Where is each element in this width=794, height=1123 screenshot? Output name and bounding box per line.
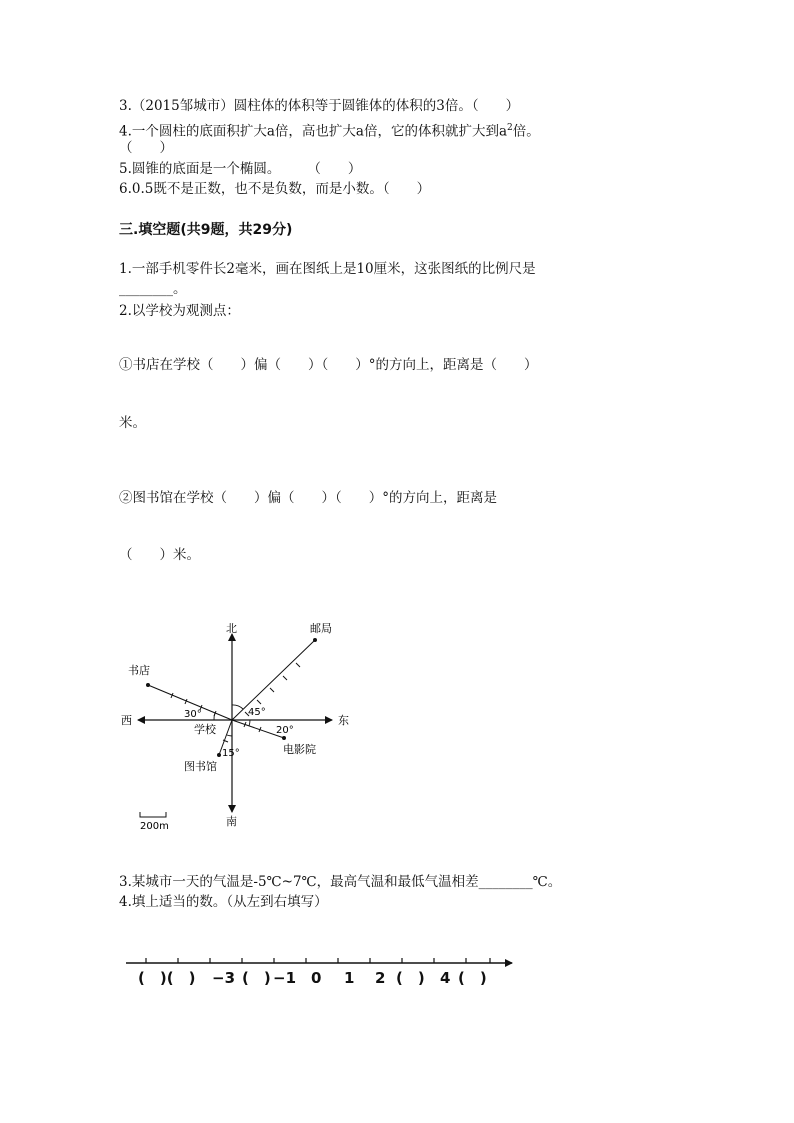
cinema-label: 电影院 — [283, 743, 316, 756]
number-line — [118, 950, 518, 992]
number-line-four: 4 — [440, 969, 451, 987]
number-line-one: 1 — [344, 969, 355, 987]
judge-q4-paren: （ ） — [119, 140, 173, 156]
center-label: 学校 — [194, 723, 216, 736]
fill-q1-line2: ________。 — [119, 281, 187, 297]
library-label: 图书馆 — [184, 760, 217, 773]
post-office-ray — [232, 640, 315, 720]
angle-post-label: 45° — [248, 707, 266, 718]
west-label: 西 — [121, 714, 132, 727]
angle-library-label: 15° — [222, 748, 240, 759]
fill-q3: 3.某城市一天的气温是-5℃~7℃，最高气温和最低气温相差________℃。 — [119, 874, 562, 890]
fill-q2-intro: 2.以学校为观测点： — [119, 303, 240, 319]
fill-q2-b-end: （ ）米。 — [119, 547, 200, 563]
judge-q5: 5.圆锥的底面是一个椭圆。 （ ） — [119, 161, 362, 177]
number-line-zero: 0 — [311, 969, 322, 987]
fill-q4: 4.填上适当的数。（从左到右填写） — [119, 894, 328, 910]
number-line-minus-1: −1 — [273, 969, 297, 987]
number-line-blank-4: ( ) — [396, 969, 425, 987]
number-line-blank-5: ( ) — [458, 969, 487, 987]
judge-q6: 6.0.5既不是正数，也不是负数，而是小数。（ ） — [119, 181, 431, 197]
bookstore-label: 书店 — [128, 664, 150, 677]
direction-map — [110, 612, 360, 837]
scale-bar — [140, 812, 166, 817]
fill-q2-b: ②图书馆在学校（ ）偏（ ）（ ）°的方向上，距离是 — [119, 490, 497, 506]
fill-q2-a: ①书店在学校（ ）偏（ ）（ ）°的方向上，距离是（ ） — [119, 357, 538, 373]
east-label: 东 — [338, 714, 349, 727]
bookstore-dot — [146, 683, 150, 687]
south-label: 南 — [226, 815, 237, 828]
fill-q2-a-end: 米。 — [119, 415, 146, 431]
angle-cinema-label: 20° — [276, 725, 294, 736]
angle-bookstore-label: 30° — [184, 709, 202, 720]
north-label: 北 — [226, 622, 237, 635]
post-office-label: 邮局 — [310, 622, 332, 635]
angle-arc-post — [232, 705, 243, 709]
judge-q4-text: 4.一个圆柱的底面积扩大a倍，高也扩大a倍，它的体积就扩大到a — [119, 123, 508, 140]
angle-arc-library — [227, 735, 232, 736]
number-line-blank-1-2: ( )( ) — [138, 969, 196, 987]
judge-q4-superscript: 2 — [507, 123, 513, 133]
cinema-dot — [282, 736, 286, 740]
section-title: 三.填空题(共9题，共29分) — [119, 222, 293, 238]
number-line-two: 2 — [375, 969, 386, 987]
judge-q3: 3.（2015邹城市）圆柱体的体积等于圆锥体的体积的3倍。（ ） — [119, 98, 520, 114]
library-dot — [217, 753, 221, 757]
scale-label: 200m — [140, 821, 169, 832]
judge-q4 — [119, 119, 540, 141]
number-line-minus-3: −3 — [212, 969, 236, 987]
post-office-dot — [313, 638, 317, 642]
angle-arc-bookstore — [214, 713, 215, 720]
judge-q4-suffix: 倍。 — [512, 123, 540, 140]
angle-arc-cinema — [249, 720, 250, 726]
fill-q1-line1: 1.一部手机零件长2毫米，画在图纸上是10厘米，这张图纸的比例尺是 — [119, 261, 536, 277]
number-line-blank-3: ( ) — [242, 969, 271, 987]
